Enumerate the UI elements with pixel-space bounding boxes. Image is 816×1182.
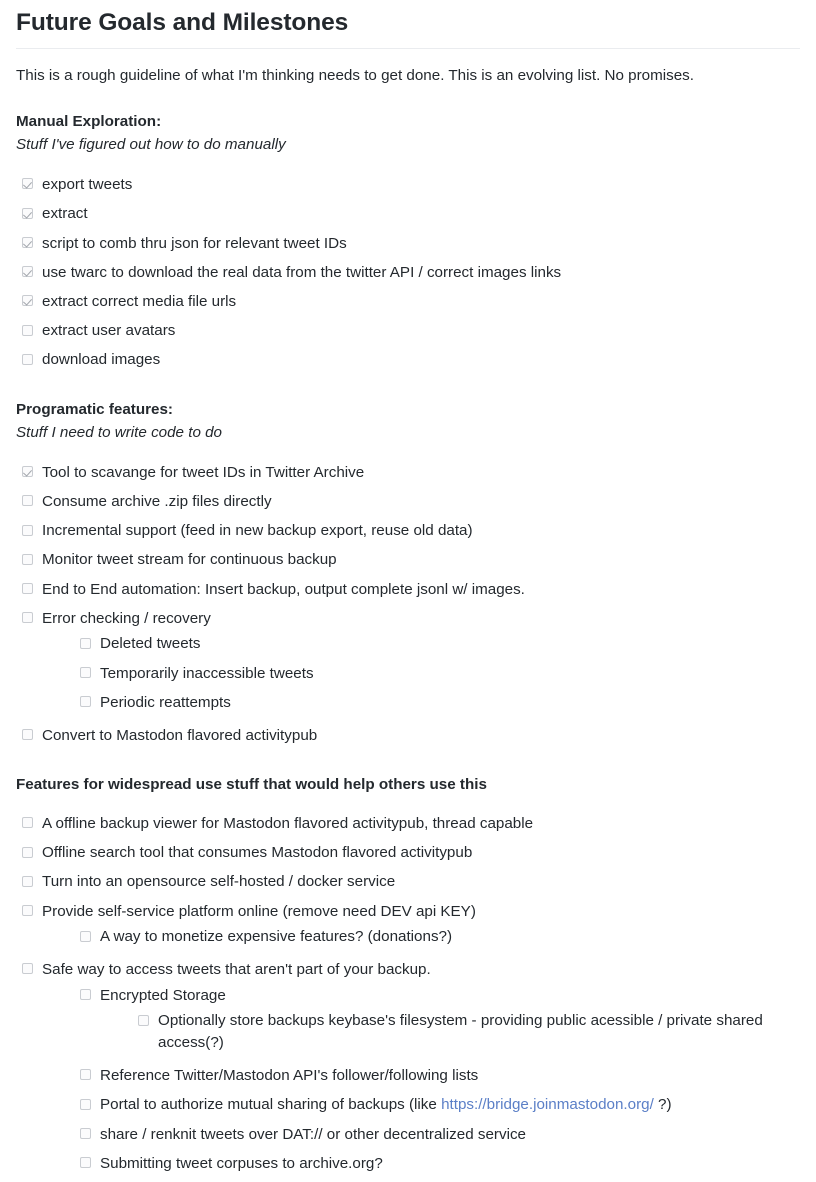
task-list-item bbox=[16, 458, 800, 487]
task-item-label: Temporarily inaccessible tweets bbox=[100, 664, 314, 682]
task-list-item bbox=[16, 287, 800, 316]
section-heading: Programatic features: bbox=[16, 401, 173, 419]
task-item-label: export tweets bbox=[42, 176, 133, 194]
task-list-item bbox=[74, 688, 800, 717]
checkbox-unchecked-icon[interactable] bbox=[22, 847, 33, 858]
task-item-label: Safe way to access tweets that aren't part of your backup. bbox=[42, 960, 431, 978]
task-list-item bbox=[132, 1007, 800, 1058]
task-item-label: Optionally store backups keybase's filesystem - providing public acessible / private shared access(?) bbox=[158, 1012, 763, 1052]
sections-container bbox=[16, 111, 800, 1182]
checkbox-unchecked-icon[interactable] bbox=[22, 354, 33, 365]
task-sublist bbox=[42, 923, 800, 952]
checkbox-checked-icon[interactable] bbox=[22, 178, 33, 189]
task-list bbox=[16, 809, 800, 1182]
checkbox-unchecked-icon[interactable] bbox=[22, 554, 33, 565]
checkbox-unchecked-icon[interactable] bbox=[22, 612, 33, 623]
task-sublist bbox=[42, 981, 800, 1178]
task-item-label: use twarc to download the real data from the twitter API / correct images links bbox=[42, 263, 562, 281]
checkbox-unchecked-icon[interactable] bbox=[80, 1099, 91, 1110]
task-list-item bbox=[16, 868, 800, 897]
task-list-item bbox=[16, 546, 800, 575]
task-list-item bbox=[16, 229, 800, 258]
task-list-item bbox=[74, 1091, 800, 1120]
checkbox-unchecked-icon[interactable] bbox=[22, 729, 33, 740]
section-subheading: Stuff I've figured out how to do manually bbox=[16, 136, 286, 154]
task-item-label: Reference Twitter/Mastodon API's follower/following lists bbox=[100, 1067, 479, 1085]
checkbox-unchecked-icon[interactable] bbox=[138, 1015, 149, 1026]
checkbox-unchecked-icon[interactable] bbox=[80, 696, 91, 707]
task-list-item bbox=[16, 317, 800, 346]
task-list-item bbox=[16, 721, 800, 750]
section-subheading: Stuff I need to write code to do bbox=[16, 424, 223, 442]
checkbox-checked-icon[interactable] bbox=[22, 466, 33, 477]
checkbox-checked-icon[interactable] bbox=[22, 237, 33, 248]
task-list-item bbox=[16, 517, 800, 546]
task-item-label: Submitting tweet corpuses to archive.org? bbox=[100, 1154, 383, 1172]
task-list-item bbox=[74, 659, 800, 688]
checkbox-unchecked-icon[interactable] bbox=[22, 963, 33, 974]
task-item-label: A offline backup viewer for Mastodon flavored activitypub, thread capable bbox=[42, 814, 534, 832]
task-list-item bbox=[74, 1120, 800, 1149]
checkbox-checked-icon[interactable] bbox=[22, 208, 33, 219]
checkbox-unchecked-icon[interactable] bbox=[80, 989, 91, 1000]
task-list-item bbox=[16, 604, 800, 721]
task-list-item bbox=[74, 630, 800, 659]
task-list-item bbox=[16, 487, 800, 516]
task-item-label: Turn into an opensource self-hosted / docker service bbox=[42, 873, 396, 891]
checkbox-checked-icon[interactable] bbox=[22, 295, 33, 306]
task-list bbox=[16, 458, 800, 750]
task-item-label: Convert to Mastodon flavored activitypub bbox=[42, 726, 318, 744]
checkbox-unchecked-icon[interactable] bbox=[22, 905, 33, 916]
checkbox-unchecked-icon[interactable] bbox=[22, 495, 33, 506]
task-item-label: Monitor tweet stream for continuous backup bbox=[42, 551, 337, 569]
task-item-label-suffix: ?) bbox=[653, 1096, 672, 1114]
checkbox-unchecked-icon[interactable] bbox=[22, 876, 33, 887]
task-item-label: extract user avatars bbox=[42, 322, 176, 340]
task-item-label: Encrypted Storage bbox=[100, 986, 226, 1004]
intro-paragraph: This is a rough guideline of what I'm thinking needs to get done. This is an evolving list. No promises. bbox=[16, 66, 694, 84]
checkbox-unchecked-icon[interactable] bbox=[22, 817, 33, 828]
checkbox-unchecked-icon[interactable] bbox=[22, 583, 33, 594]
task-list-item bbox=[16, 346, 800, 375]
task-item-label: Incremental support (feed in new backup export, reuse old data) bbox=[42, 522, 473, 540]
task-item-label: Offline search tool that consumes Mastodon flavored activitypub bbox=[42, 844, 473, 862]
task-list-item bbox=[16, 170, 800, 199]
checkbox-checked-icon[interactable] bbox=[22, 266, 33, 277]
task-sublist bbox=[42, 630, 800, 718]
task-item-label: Periodic reattempts bbox=[100, 693, 231, 711]
task-item-label: share / renknit tweets over DAT:// or other decentralized service bbox=[100, 1125, 526, 1143]
section-heading: Features for widespread use stuff that would help others use this bbox=[16, 776, 487, 794]
task-list-item bbox=[16, 839, 800, 868]
task-item-label: extract bbox=[42, 205, 88, 223]
task-item-label: End to End automation: Insert backup, output complete jsonl w/ images. bbox=[42, 580, 525, 598]
task-list-item bbox=[16, 897, 800, 955]
task-item-label: Portal to authorize mutual sharing of backups (like bbox=[100, 1096, 442, 1114]
task-list-item bbox=[16, 258, 800, 287]
checkbox-unchecked-icon[interactable] bbox=[80, 1069, 91, 1080]
page-title: Future Goals and Milestones bbox=[16, 8, 800, 49]
task-list bbox=[16, 170, 800, 375]
task-item-label: extract correct media file urls bbox=[42, 292, 237, 310]
task-item-label: Provide self-service platform online (remove need DEV api KEY) bbox=[42, 902, 476, 920]
checkbox-unchecked-icon[interactable] bbox=[80, 667, 91, 678]
checkbox-unchecked-icon[interactable] bbox=[80, 638, 91, 649]
task-list-item bbox=[16, 955, 800, 1182]
task-list-item bbox=[16, 200, 800, 229]
checkbox-unchecked-icon[interactable] bbox=[22, 525, 33, 536]
task-item-label: Tool to scavange for tweet IDs in Twitter Archive bbox=[42, 463, 365, 481]
checkbox-unchecked-icon[interactable] bbox=[22, 325, 33, 336]
section-heading: Manual Exploration: bbox=[16, 113, 162, 131]
checkbox-unchecked-icon[interactable] bbox=[80, 1128, 91, 1139]
task-item-label: A way to monetize expensive features? (donations?) bbox=[100, 928, 453, 946]
task-list-item bbox=[74, 981, 800, 1061]
task-item-label: Deleted tweets bbox=[100, 635, 201, 653]
task-list-item bbox=[16, 575, 800, 604]
task-item-label: Error checking / recovery bbox=[42, 609, 211, 627]
task-item-label: download images bbox=[42, 351, 161, 369]
external-link[interactable]: https://bridge.joinmastodon.org/ bbox=[441, 1096, 654, 1114]
task-list-item bbox=[74, 923, 800, 952]
checkbox-unchecked-icon[interactable] bbox=[80, 1157, 91, 1168]
task-sublist bbox=[100, 1007, 800, 1058]
task-item-label: script to comb thru json for relevant tweet IDs bbox=[42, 234, 347, 252]
checkbox-unchecked-icon[interactable] bbox=[80, 931, 91, 942]
task-list-item bbox=[16, 809, 800, 838]
task-item-label: Consume archive .zip files directly bbox=[42, 492, 272, 510]
task-list-item bbox=[74, 1149, 800, 1178]
